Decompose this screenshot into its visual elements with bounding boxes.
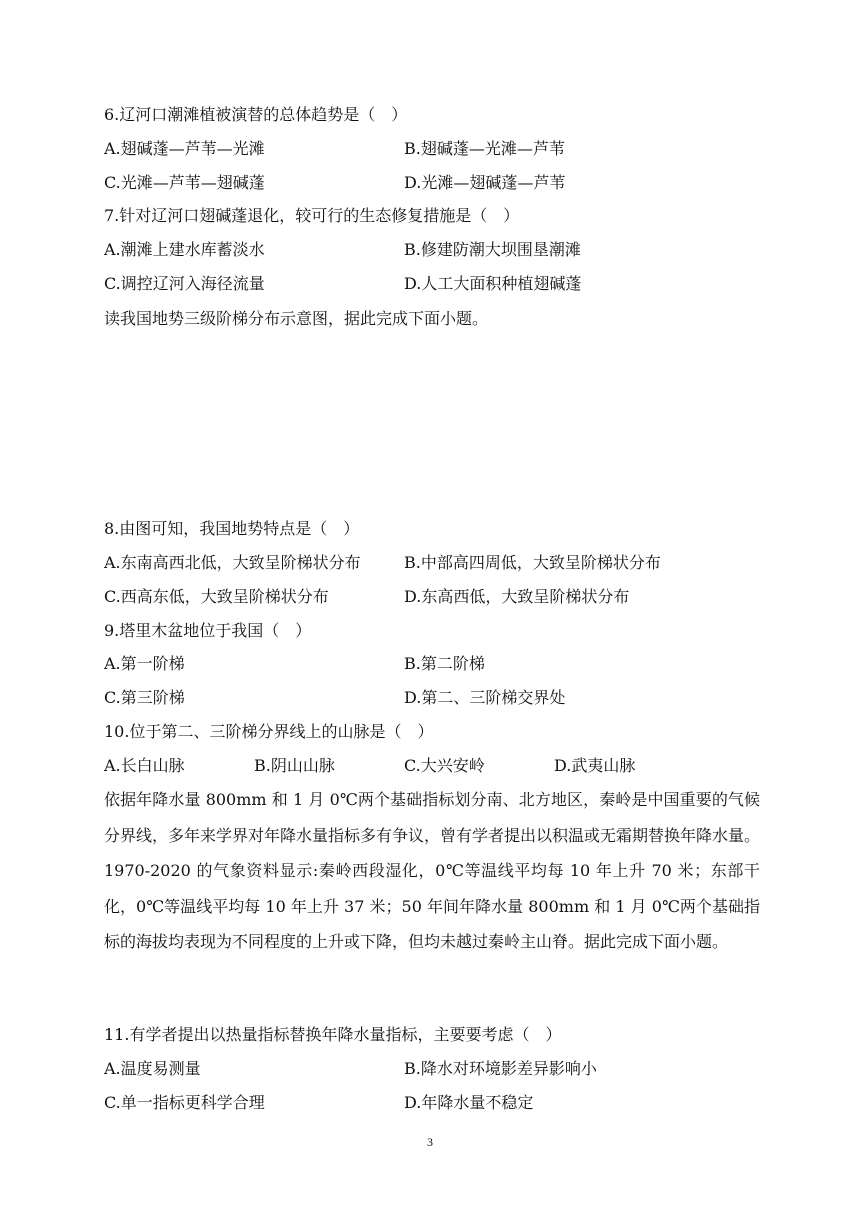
q6-options-row2 (104, 166, 764, 200)
q9-option-d[interactable]: D.第二、三阶梯交界处 (404, 688, 566, 707)
q6-option-b[interactable]: B.翅碱蓬—光滩—芦苇 (404, 139, 565, 158)
q7-option-d[interactable]: D.人工大面积种植翅碱蓬 (404, 274, 582, 293)
q8-option-a[interactable]: A.东南高西北低，大致呈阶梯状分布 (104, 553, 361, 572)
q6-option-c[interactable]: C.光滩—芦苇—翅碱蓬 (104, 173, 265, 192)
q7-options-row2 (104, 267, 764, 301)
q7-stem: 7.针对辽河口翅碱蓬退化，较可行的生态修复措施是（ ） (104, 206, 520, 225)
q11-option-c[interactable]: C.单一指标更科学合理 (104, 1093, 265, 1112)
q11-options-row1 (104, 1052, 764, 1086)
terrain-map-placeholder (104, 345, 760, 505)
q9-options-row2 (104, 681, 764, 715)
q7-option-c[interactable]: C.调控辽河入海径流量 (104, 274, 265, 293)
q10-option-c[interactable]: C.大兴安岭 (404, 756, 485, 775)
q9-option-a[interactable]: A.第一阶梯 (104, 654, 185, 673)
q6-option-d[interactable]: D.光滩—翅碱蓬—芦苇 (404, 173, 566, 192)
q10-stem: 10.位于第二、三阶梯分界线上的山脉是（ ） (104, 722, 434, 741)
q8-options-row2 (104, 580, 764, 614)
q8-option-c[interactable]: C.西高东低，大致呈阶梯状分布 (104, 587, 329, 606)
q9-option-b[interactable]: B.第二阶梯 (404, 654, 485, 673)
q6-options-row1 (104, 132, 764, 166)
q11-option-d[interactable]: D.年降水量不稳定 (404, 1093, 534, 1112)
q8-option-b[interactable]: B.中部高四周低，大致呈阶梯状分布 (404, 553, 661, 572)
q9-option-c[interactable]: C.第三阶梯 (104, 688, 185, 707)
map-intro-text: 读我国地势三级阶梯分布示意图，据此完成下面小题。 (104, 309, 489, 328)
page-number: 3 (427, 1135, 433, 1149)
qinling-passage: 依据年降水量 800mm 和 1 月 0℃两个基础指标划分南、北方地区，秦岭是中国重要的气候分界线，多年来学界对年降水量指标多有争议，曾有学者提出以积温或无霜期替换年降水量。1970-2020 的气象资料显示:秦岭西段湿化，0℃等温线平均每 10 年上升 70 米；东部干化，0℃等温线平均每 10 年上升 37 米；50 年间年降水量 800mm 和 1 月 0℃两个基础指标的海拔均表现为不同程度的上升或下降，但均未越过秦岭主山脊。据此完成下面小题。 (104, 790, 761, 951)
q8-option-d[interactable]: D.东高西低，大致呈阶梯状分布 (404, 587, 630, 606)
q9-options-row1 (104, 647, 764, 681)
q9-stem: 9.塔里木盆地位于我国（ ） (104, 621, 312, 640)
q7-options-row1 (104, 233, 764, 267)
q8-options-row1 (104, 546, 764, 580)
q6-option-a[interactable]: A.翅碱蓬—芦苇—光滩 (104, 139, 265, 158)
q6-stem: 6.辽河口潮滩植被演替的总体趋势是（ ） (104, 105, 408, 124)
q10-option-b[interactable]: B.阴山山脉 (254, 756, 335, 775)
q8-stem: 8.由图可知，我国地势特点是（ ） (104, 519, 360, 538)
q11-options-row2 (104, 1086, 764, 1120)
q10-options-row (104, 749, 764, 783)
q11-option-a[interactable]: A.温度易测量 (104, 1059, 201, 1078)
q10-option-d[interactable]: D.武夷山脉 (554, 756, 636, 775)
q10-option-a[interactable]: A.长白山脉 (104, 756, 185, 775)
q7-option-a[interactable]: A.潮滩上建水库蓄淡水 (104, 240, 265, 259)
q7-option-b[interactable]: B.修建防潮大坝围垦潮滩 (404, 240, 581, 259)
q11-stem: 11.有学者提出以热量指标替换年降水量指标，主要要考虑（ ） (104, 1025, 562, 1044)
q11-option-b[interactable]: B.降水对环境影差异影响小 (404, 1059, 597, 1078)
